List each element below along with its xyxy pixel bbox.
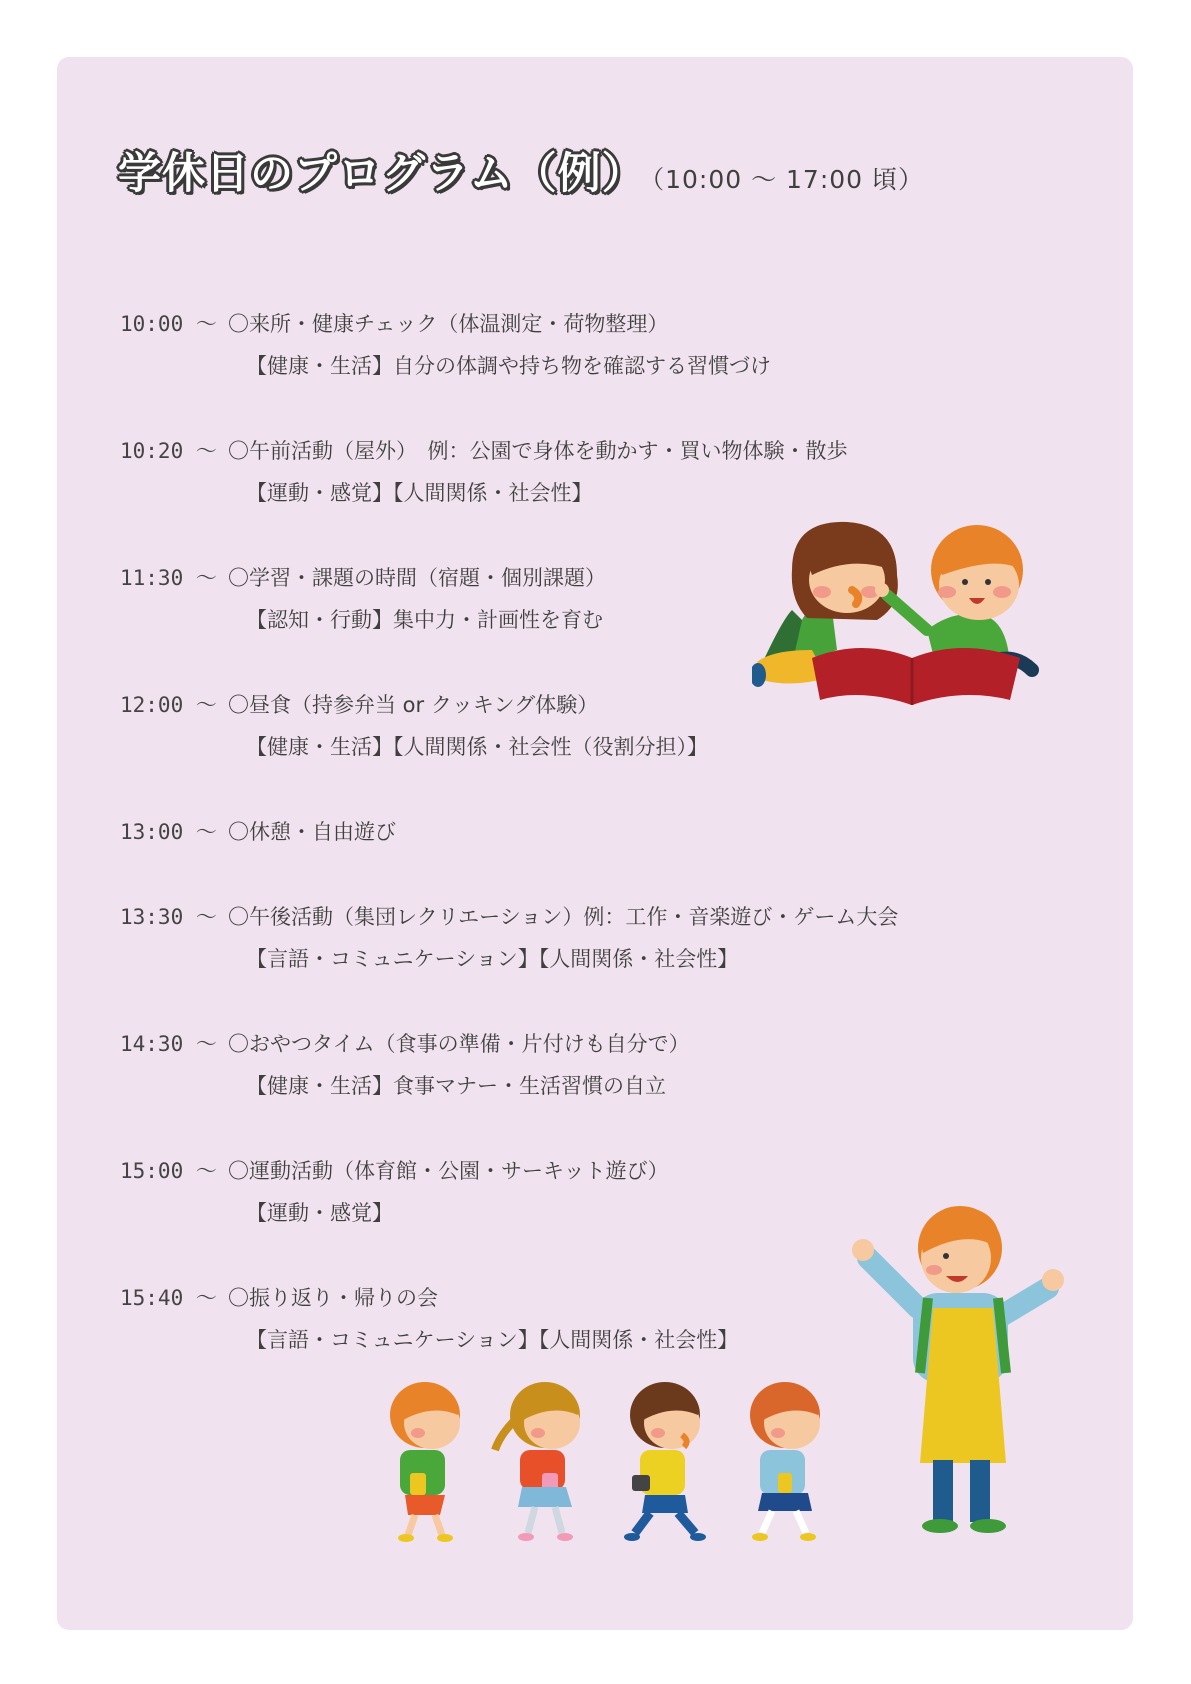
entry-note: 【言語・コミュニケーション】【人間関係・社会性】 xyxy=(246,1328,739,1352)
entry-note: 【運動・感覚】 xyxy=(246,1201,393,1225)
entry-time: 15:00 〜 xyxy=(120,1159,217,1183)
entry-time: 14:30 〜 xyxy=(120,1032,217,1056)
entry-note: 【健康・生活】食事マナー・生活習慣の自立 xyxy=(246,1074,666,1098)
entry-activity: 〇振り返り・帰りの会 xyxy=(228,1286,438,1310)
entry-time: 12:00 〜 xyxy=(120,693,217,717)
entry-activity: 〇午前活動（屋外） 例：公園で身体を動かす・買い物体験・散歩 xyxy=(228,439,848,463)
page-title xyxy=(118,140,924,201)
entry-time: 15:40 〜 xyxy=(120,1286,217,1310)
entry-activity: 〇午後活動（集団レクリエーション）例：工作・音楽遊び・ゲーム大会 xyxy=(228,905,899,929)
entry-note: 【言語・コミュニケーション】【人間関係・社会性】 xyxy=(246,947,739,971)
entry-note: 【認知・行動】集中力・計画性を育む xyxy=(246,608,603,632)
entry-activity: 〇おやつタイム（食事の準備・片付けも自分で） xyxy=(228,1032,690,1056)
entry-activity: 〇休憩・自由遊び xyxy=(228,820,396,844)
entry-note: 【健康・生活】自分の体調や持ち物を確認する習慣づけ xyxy=(246,354,771,378)
entry-time: 13:00 〜 xyxy=(120,820,217,844)
entry-activity: 〇運動活動（体育館・公園・サーキット遊び） xyxy=(228,1159,669,1183)
entry-note: 【健康・生活】【人間関係・社会性（役割分担）】 xyxy=(246,735,708,759)
entry-time: 11:30 〜 xyxy=(120,566,217,590)
entry-time: 10:00 〜 xyxy=(120,312,217,336)
entry-activity: 〇来所・健康チェック（体温測定・荷物整理） xyxy=(228,312,669,336)
children-walking-illustration xyxy=(370,1375,860,1545)
entry-note: 【運動・感覚】【人間関係・社会性】 xyxy=(246,481,593,505)
title-main: 学休日のプログラム（例） xyxy=(118,149,646,199)
teacher-illustration xyxy=(848,1198,1078,1543)
entry-time: 10:20 〜 xyxy=(120,439,217,463)
entry-activity: 〇学習・課題の時間（宿題・個別課題） xyxy=(228,566,606,590)
entry-time: 13:30 〜 xyxy=(120,905,217,929)
children-reading-book-illustration xyxy=(752,500,1072,715)
title-sub: （10:00 〜 17:00 頃） xyxy=(651,165,925,194)
entry-activity: 〇昼食（持参弁当 or クッキング体験） xyxy=(228,693,599,717)
